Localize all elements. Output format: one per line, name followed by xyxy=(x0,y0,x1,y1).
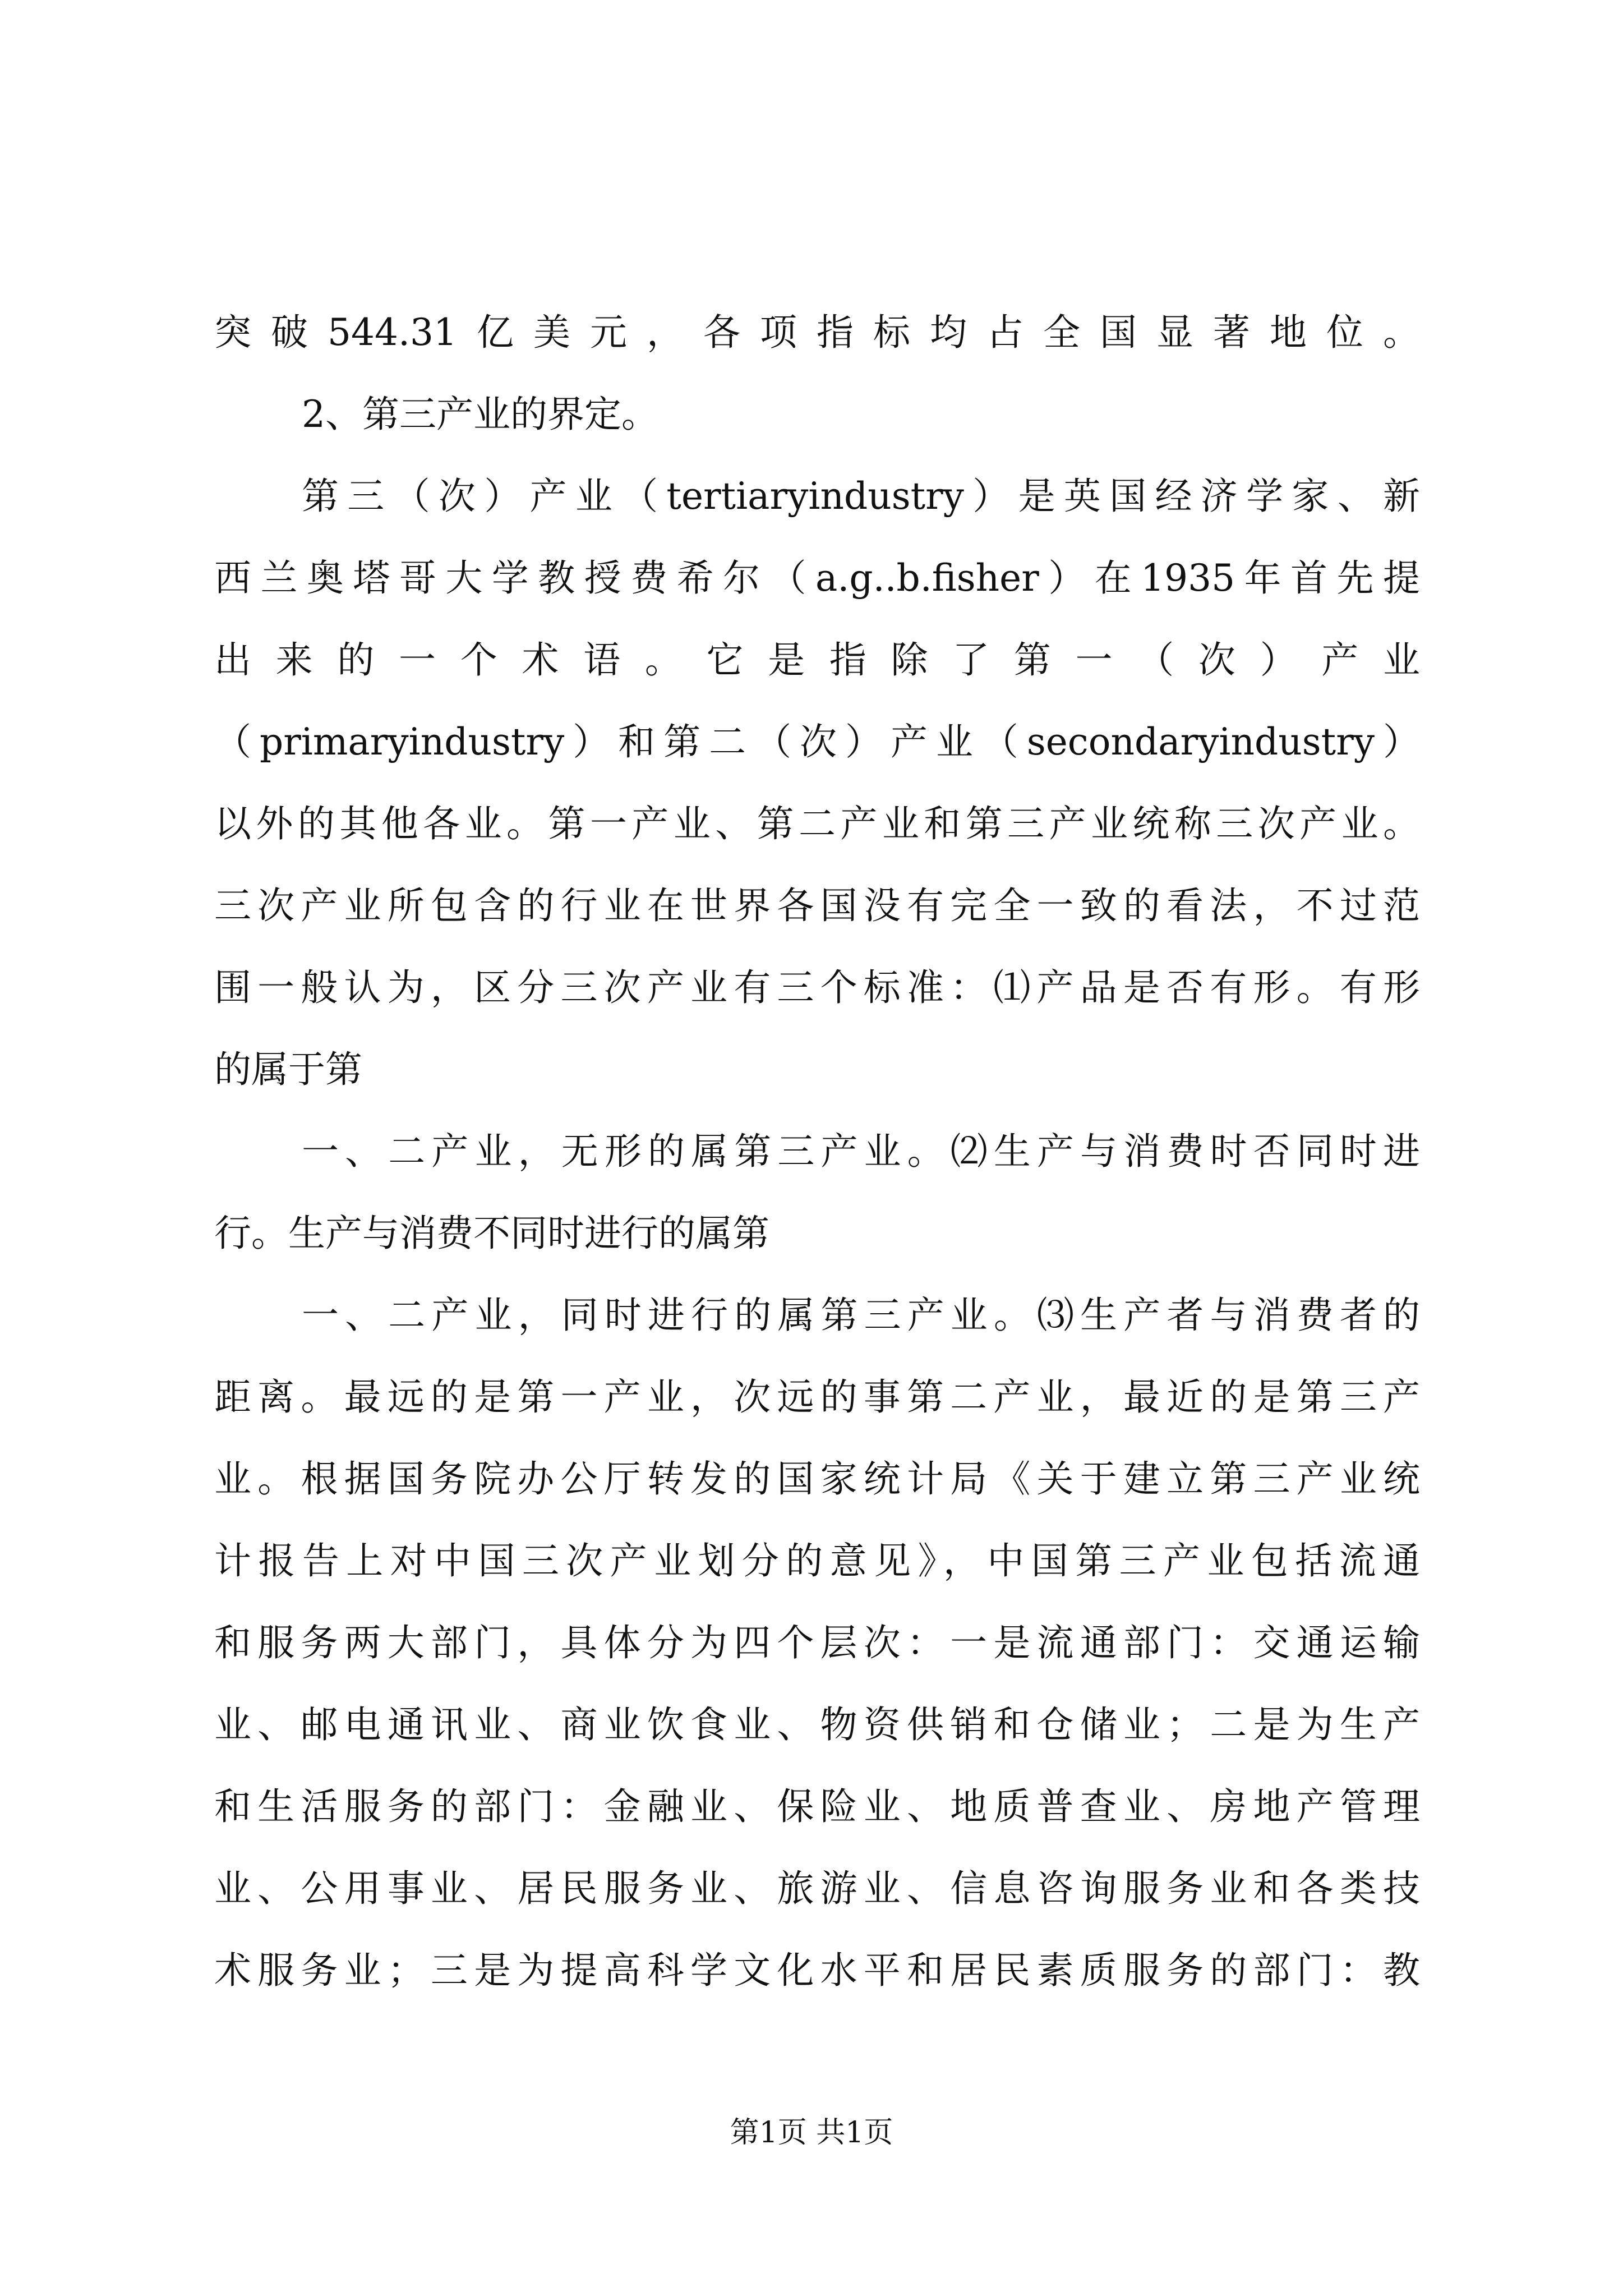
text-line: 的属于第 xyxy=(214,1048,362,1091)
text-line: 一、二产业，同时进行的属第三产业。⑶生产者与消费者的 xyxy=(302,1294,1420,1337)
text-line: 突破544.31亿美元，各项指标均占全国显著地位。 xyxy=(214,311,1420,354)
page-number: 第1页 共1页 xyxy=(730,2116,893,2150)
text-line: 一、二产业，无形的属第三产业。⑵生产与消费时否同时进 xyxy=(302,1130,1420,1173)
page-footer xyxy=(0,2110,1623,2155)
text-line: 和生活服务的部门：金融业、保险业、地质普查业、房地产管理 xyxy=(214,1785,1420,1828)
text-line: 三次产业所包含的行业在世界各国没有完全一致的看法，不过范 xyxy=(214,884,1420,927)
text-line: 业。根据国务院办公厅转发的国家统计局《关于建立第三产业统 xyxy=(214,1457,1420,1501)
text-line: 距离。最远的是第一产业，次远的事第二产业，最近的是第三产 xyxy=(214,1375,1420,1419)
text-line: 围一般认为，区分三次产业有三个标准：⑴产品是否有形。有形 xyxy=(214,966,1420,1009)
text-line: 计报告上对中国三次产业划分的意见》，中国第三产业包括流通 xyxy=(214,1539,1420,1582)
section-heading: 2、第三产业的界定。 xyxy=(302,393,658,436)
text-line: （primaryindustry）和第二（次）产业（secondaryindustry） xyxy=(214,720,1420,763)
text-line: 西兰奥塔哥大学教授费希尔（a.g..b.fisher）在1935年首先提 xyxy=(214,556,1420,600)
text-line: 术服务业；三是为提高科学文化水平和居民素质服务的部门：教 xyxy=(214,1949,1420,1992)
text-line: 业、公用事业、居民服务业、旅游业、信息咨询服务业和各类技 xyxy=(214,1867,1420,1910)
text-line: 出 来 的 一 个 术 语 。 它 是 指 除 了 第 一 （ 次 ） 产 业 xyxy=(214,638,1420,682)
text-line: 以外的其他各业。第一产业、第二产业和第三产业统称三次产业。 xyxy=(214,802,1420,845)
text-line: 第三（次）产业（tertiaryindustry）是英国经济学家、新 xyxy=(302,475,1420,518)
document-body xyxy=(214,292,1420,2012)
text-line: 和服务两大部门，具体分为四个层次：一是流通部门：交通运输 xyxy=(214,1621,1420,1664)
text-line: 行。生产与消费不同时进行的属第 xyxy=(214,1212,769,1255)
text-line: 业、邮电通讯业、商业饮食业、物资供销和仓储业；二是为生产 xyxy=(214,1703,1420,1746)
